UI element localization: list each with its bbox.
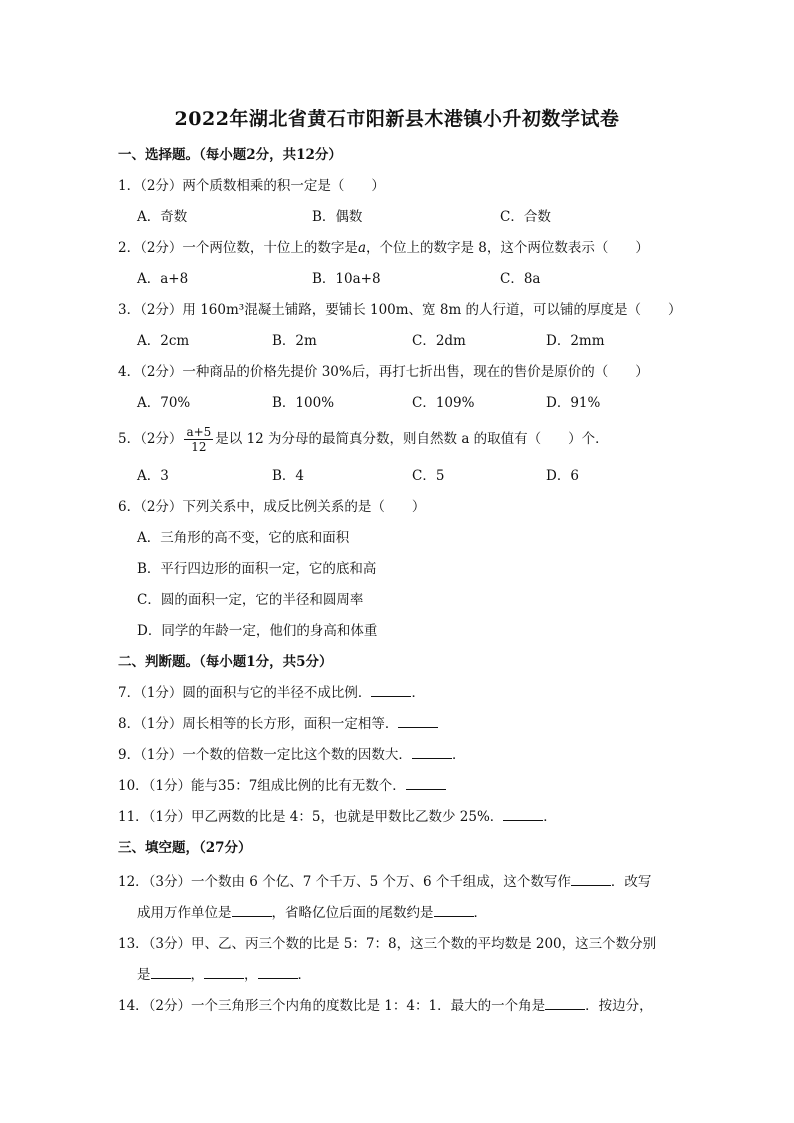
q5-fraction-denominator: 12 bbox=[191, 440, 207, 454]
answer-blank[interactable] bbox=[371, 683, 411, 697]
q5-fraction-numerator: a+5 bbox=[186, 425, 212, 439]
q12-line2-mid: ，省略亿位后面的尾数约是 bbox=[271, 905, 434, 921]
question-9 bbox=[118, 745, 465, 765]
q14-stem: 14．（2分）一个三角形三个内角的度数比是 1：4：1．最大的一个角是 bbox=[118, 998, 546, 1014]
q7-end: ． bbox=[411, 685, 425, 701]
question-13-line-2 bbox=[137, 965, 311, 985]
q9-stem: 9．（1分）一个数的倍数一定比这个数的因数大． bbox=[118, 747, 412, 763]
q13-sep: ， bbox=[244, 967, 258, 983]
q5-option-a: A．3 bbox=[137, 468, 169, 484]
q5-option-b: B．4 bbox=[272, 468, 305, 484]
q4-option-b: B．100% bbox=[272, 395, 335, 411]
q1-option-b: B．偶数 bbox=[312, 209, 363, 225]
q3-option-c: C．2dm bbox=[412, 333, 466, 349]
q6-option-d: D．同学的年龄一定，他们的身高和体重 bbox=[137, 623, 378, 639]
q12-line2-pre: 成用万作单位是 bbox=[137, 905, 232, 921]
question-8 bbox=[118, 714, 438, 734]
answer-blank[interactable] bbox=[232, 903, 272, 917]
q2-option-b: B．10a+8 bbox=[312, 271, 381, 287]
q6-option-b: B．平行四边形的面积一定，它的底和高 bbox=[137, 561, 377, 577]
question-1: 1．（2分）两个质数相乘的积一定是（ ） bbox=[118, 178, 385, 194]
answer-blank[interactable] bbox=[503, 807, 543, 821]
question-4: 4．（2分）一种商品的价格先提价 30%后，再打七折出售，现在的售价是原价的（ ） bbox=[118, 364, 649, 380]
q5-option-d: D．6 bbox=[546, 468, 579, 484]
q13-line2-pre: 是 bbox=[137, 967, 151, 983]
question-13: 13．（3分）甲、乙、丙三个数的比是 5：7：8，这三个数的平均数是 200，这三个数分别 bbox=[118, 936, 657, 952]
q3-option-d: D．2mm bbox=[546, 333, 605, 349]
answer-blank[interactable] bbox=[545, 996, 585, 1010]
answer-blank[interactable] bbox=[412, 745, 452, 759]
section-heading-fill: 三、填空题，（27分） bbox=[118, 840, 252, 856]
q11-end: ． bbox=[543, 809, 557, 825]
answer-blank[interactable] bbox=[204, 965, 244, 979]
answer-blank[interactable] bbox=[151, 965, 191, 979]
q1-option-c: C．合数 bbox=[500, 209, 551, 225]
question-6: 6．（2分）下列关系中，成反比例关系的是（ ） bbox=[118, 499, 426, 515]
q8-stem: 8．（1分）周长相等的长方形，面积一定相等． bbox=[118, 716, 399, 732]
q2-option-c: C．8a bbox=[500, 271, 541, 287]
answer-blank[interactable] bbox=[434, 903, 474, 917]
q6-option-c: C．圆的面积一定，它的半径和圆周率 bbox=[137, 592, 364, 608]
q3-option-b: B．2m bbox=[272, 333, 317, 349]
q6-option-a: A．三角形的高不变，它的底和面积 bbox=[137, 530, 350, 546]
q4-option-a: A．70% bbox=[137, 395, 191, 411]
q13-end: ． bbox=[297, 967, 311, 983]
answer-blank[interactable] bbox=[406, 776, 446, 790]
q3-option-a: A．2cm bbox=[137, 333, 190, 349]
answer-blank[interactable] bbox=[258, 965, 298, 979]
q2-stem-pre: 2．（2分）一个两位数，十位上的数字是 bbox=[118, 240, 358, 256]
question-12 bbox=[118, 872, 651, 892]
q4-option-d: D．91% bbox=[546, 395, 601, 411]
answer-blank[interactable] bbox=[398, 714, 438, 728]
q12-stem: 12．（3分）一个数由 6 个亿、7 个千万、5 个万、6 个千组成，这个数写作 bbox=[118, 874, 571, 890]
q14-stem-end: ．按边分， bbox=[585, 998, 653, 1014]
q5-stem-pre: 5．（2分） bbox=[118, 431, 183, 447]
q1-option-a: A．奇数 bbox=[137, 209, 188, 225]
q11-stem: 11．（1分）甲乙两数的比是 4：5，也就是甲数比乙数少 25%． bbox=[118, 809, 504, 825]
q5-option-c: C．5 bbox=[412, 468, 445, 484]
question-7 bbox=[118, 683, 425, 703]
q4-option-c: C．109% bbox=[412, 395, 475, 411]
q13-sep: ， bbox=[190, 967, 204, 983]
question-10 bbox=[118, 776, 446, 796]
q10-stem: 10．（1分）能与35：7组成比例的比有无数个． bbox=[118, 778, 406, 794]
q2-option-a: A．a+8 bbox=[137, 271, 189, 287]
question-11 bbox=[118, 807, 557, 827]
q12-line2-end: ． bbox=[473, 905, 487, 921]
q2-stem-post: ，个位上的数字是 8，这个两位数表示（ ） bbox=[366, 240, 649, 256]
q9-end: ． bbox=[451, 747, 466, 763]
exam-title: 2022年湖北省黄石市阳新县木港镇小升初数学试卷 bbox=[174, 108, 620, 130]
q12-stem-end: ．改写 bbox=[610, 874, 652, 890]
answer-blank[interactable] bbox=[571, 872, 611, 886]
question-3: 3．（2分）用 160m³混凝土铺路，要铺长 100m、宽 8m 的人行道，可以铺的厚度是（ ） bbox=[118, 302, 682, 318]
question-12-line-2 bbox=[137, 903, 487, 923]
q2-var-a: a bbox=[357, 240, 366, 256]
section-heading-judge: 二、判断题。（每小题1分，共5分） bbox=[118, 654, 333, 670]
q7-stem: 7．（1分）圆的面积与它的半径不成比例． bbox=[118, 685, 372, 701]
q5-fraction bbox=[184, 425, 213, 454]
question-2 bbox=[118, 238, 649, 258]
question-14 bbox=[118, 996, 653, 1016]
question-5 bbox=[118, 424, 609, 454]
section-heading-choice: 一、选择题。（每小题2分，共12分） bbox=[118, 147, 342, 163]
q5-stem-post: 是以 12 为分母的最简真分数，则自然数 a 的取值有（ ）个． bbox=[215, 431, 609, 447]
